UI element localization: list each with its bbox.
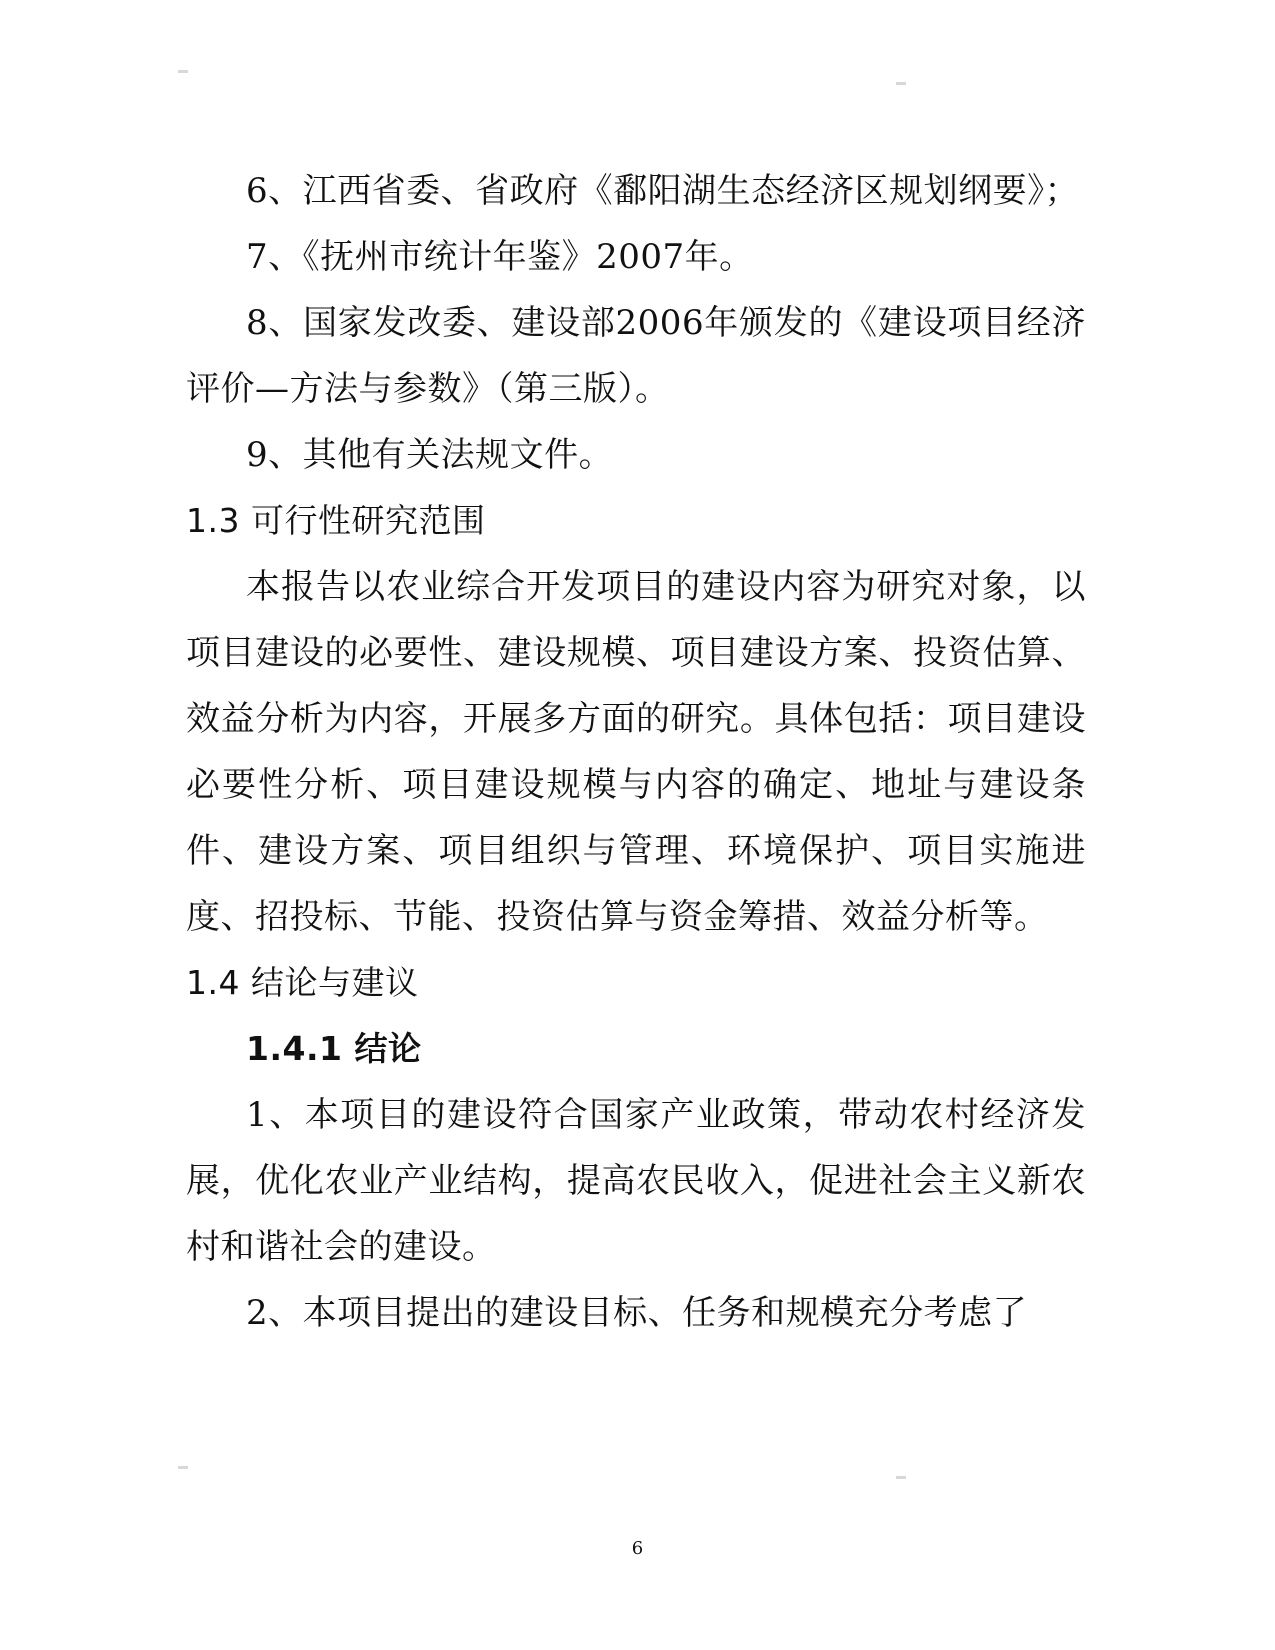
section-heading-1-4: 1.4 结论与建议 — [186, 963, 419, 1002]
conclusion-item-1: 1、本项目的建设符合国家产业政策，带动农村经济发展，优化农业产业结构，提高农民收入，促进社会主义新农村和谐社会的建设。 — [186, 1095, 1086, 1267]
section-heading-1-3: 1.3 可行性研究范围 — [186, 501, 486, 540]
reference-item-7: 7、《抚州市统计年鉴》2007年。 — [246, 237, 754, 277]
reference-item-9: 9、其他有关法规文件。 — [246, 435, 614, 475]
conclusion-item-2: 2、本项目提出的建设目标、任务和规模充分考虑了 — [246, 1293, 1028, 1333]
reference-item-6: 6、江西省委、省政府《鄱阳湖生态经济区规划纲要》； — [246, 171, 1080, 211]
subsection-heading-1-4-1: 1.4.1 结论 — [246, 1029, 422, 1068]
section-1-3-body: 本报告以农业综合开发项目的建设内容为研究对象，以项目建设的必要性、建设规模、项目建设方案、投资估算、效益分析为内容，开展多方面的研究。具体包括：项目建设必要性分析、项目建设规模与内容的确定、地址与建设条件、建设方案、项目组织与管理、环境保护、项目实施进度、招投标、节能、投资估算与资金筹措、效益分析等。 — [186, 567, 1086, 937]
corner-mark-bottom-left — [178, 1466, 188, 1469]
document-body — [186, 158, 1086, 1346]
corner-mark-bottom-right — [896, 1476, 906, 1479]
corner-mark-top-right — [896, 82, 906, 85]
corner-mark-top-left — [178, 70, 188, 73]
page-number: 6 — [631, 1538, 644, 1559]
reference-item-8: 8、国家发改委、建设部2006年颁发的《建设项目经济评价—方法与参数》（第三版）。 — [186, 303, 1086, 409]
